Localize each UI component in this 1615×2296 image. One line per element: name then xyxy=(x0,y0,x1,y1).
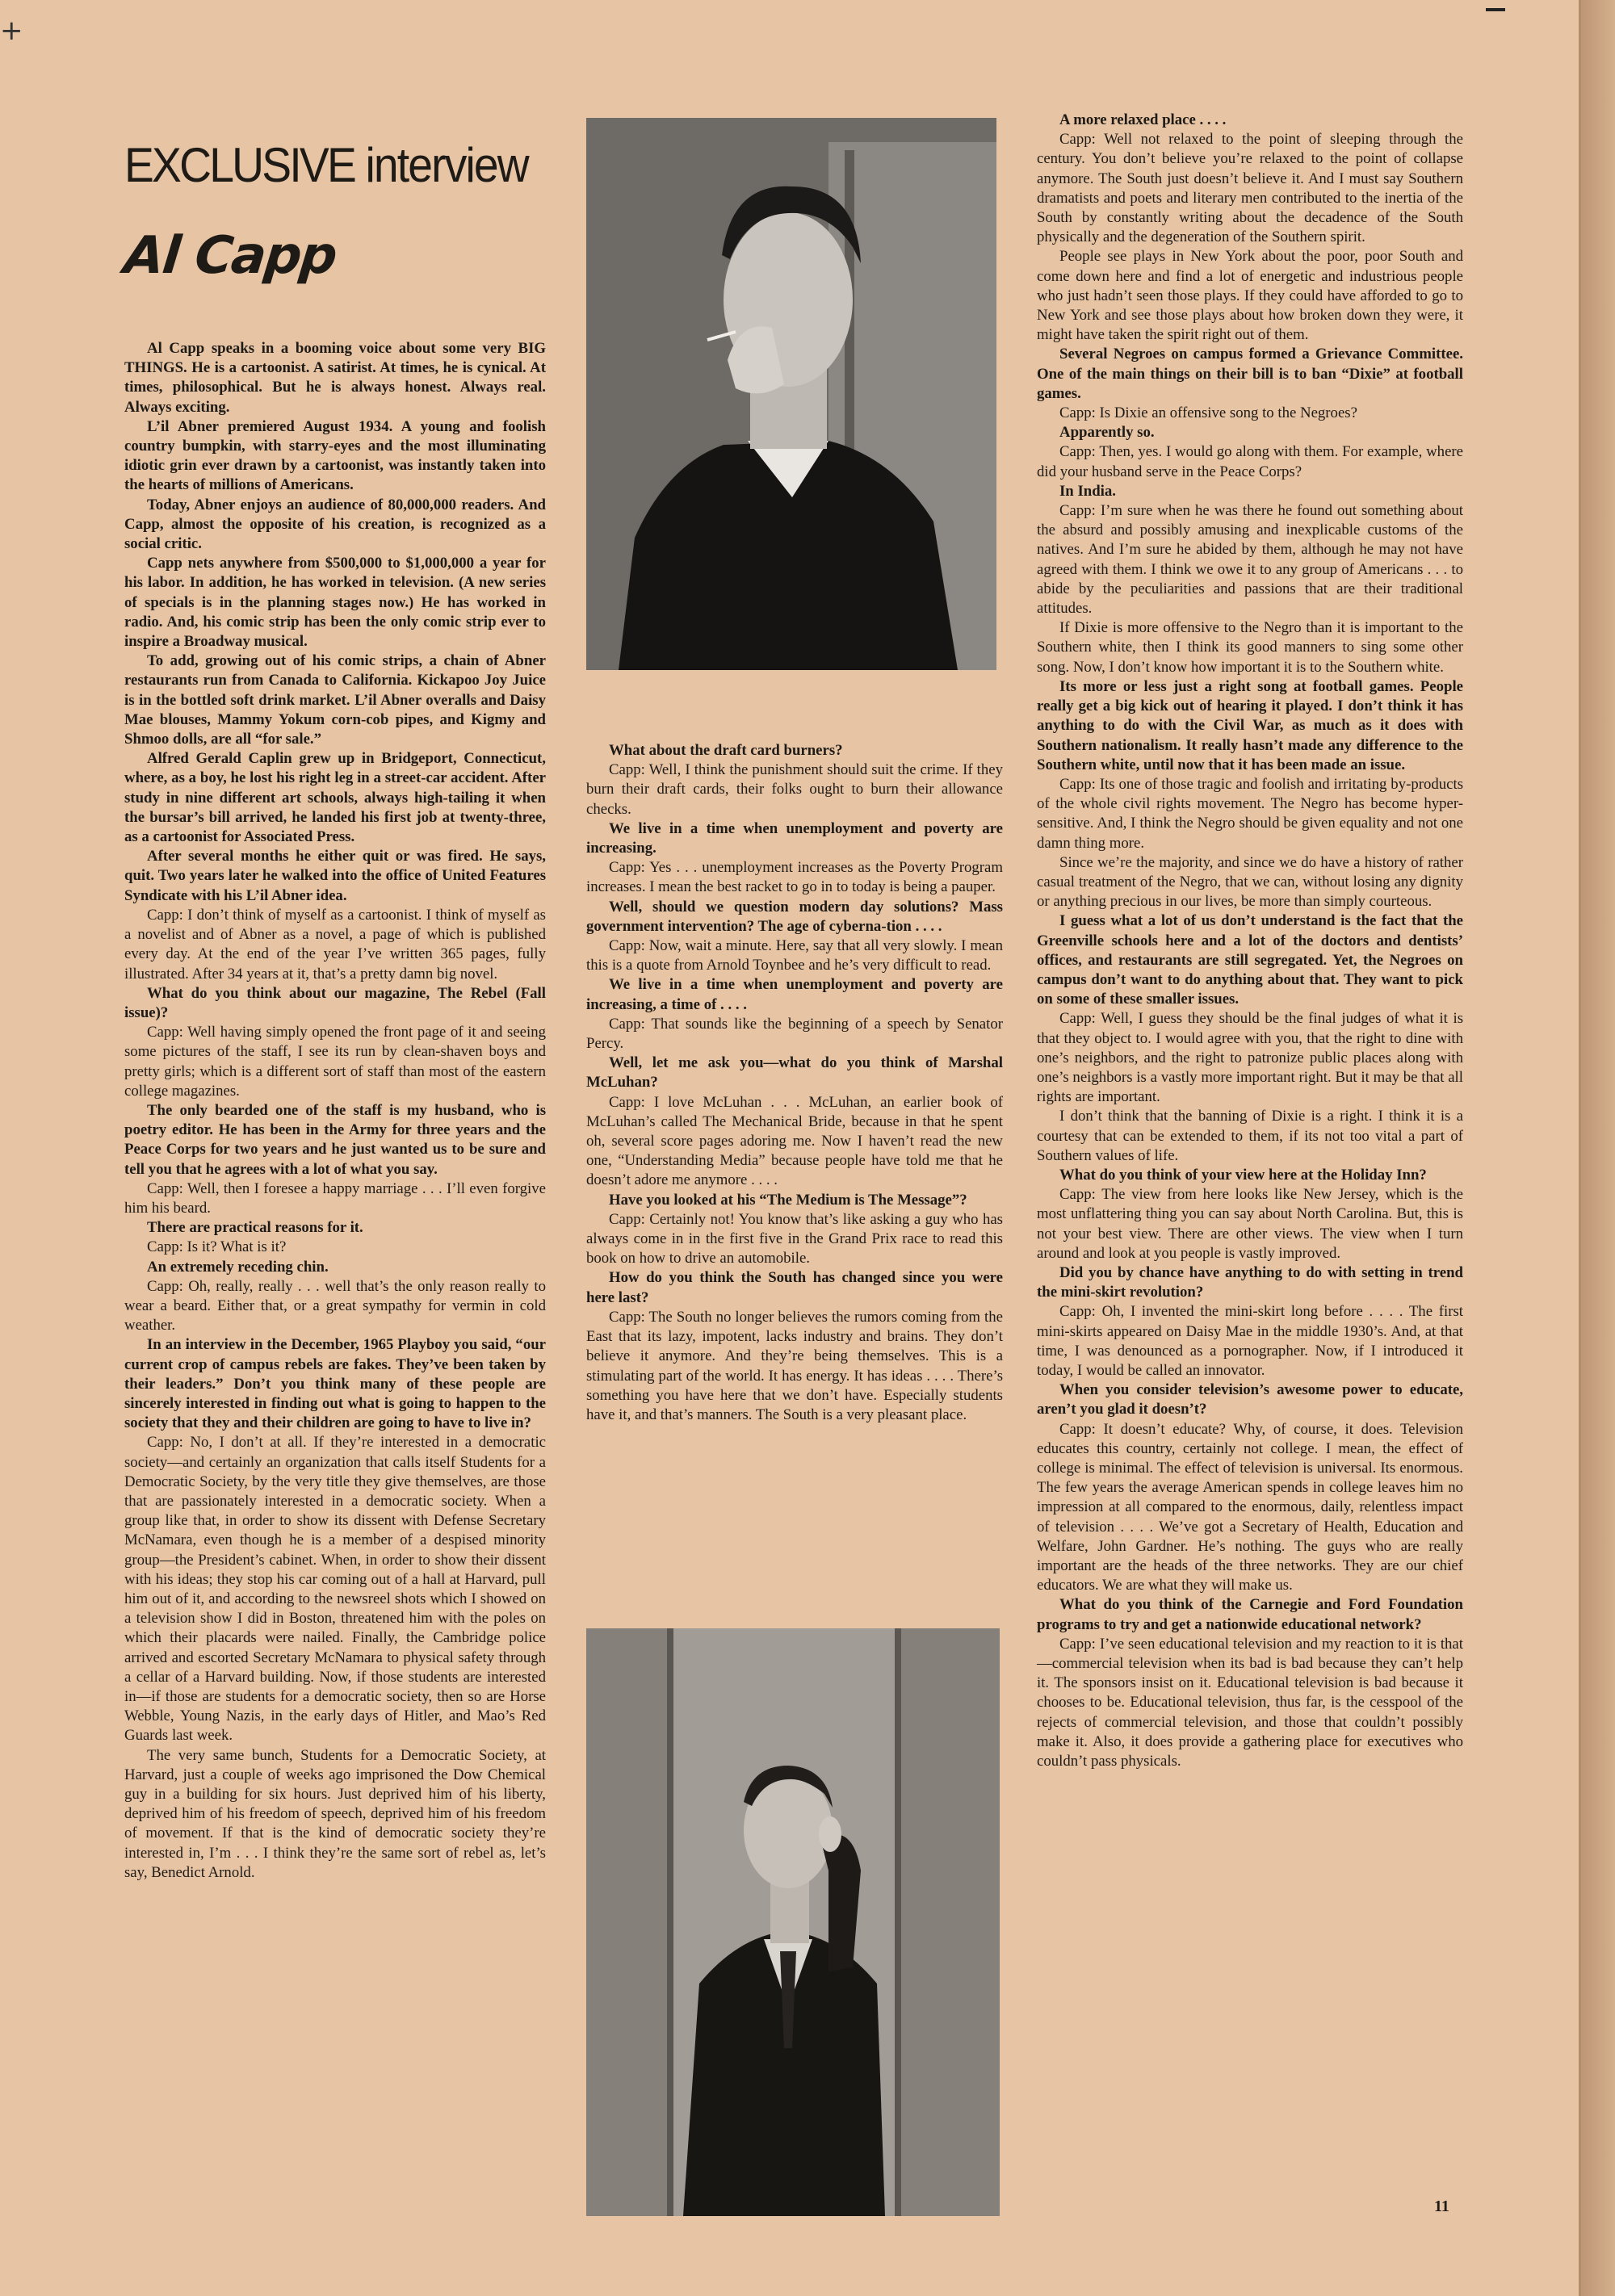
photo-icon xyxy=(586,118,996,670)
article-paragraph: Capp: Yes . . . unemployment increases as the Poverty Program increases. I mean the best racket to go in to today is being a pauper. xyxy=(586,859,1003,896)
article-paragraph: Today, Abner enjoys an audience of 80,000,000 readers. And Capp, almost the opposite of his creation, is recognized as a social critic. xyxy=(124,496,546,553)
article-paragraph: In an interview in the December, 1965 Playboy you said, “our current crop of campus rebels are fakes. They’ve been taken by their leaders.” Don’t you think many of these people are sincerely interested in finding out what is going to happen to the society that they and their children are going to have to live in? xyxy=(124,1336,546,1432)
article-paragraph: Capp: Oh, really, really . . . well that’s the only reason really to wear a beard. Either that, or a great sympathy for vermin in cold weather. xyxy=(124,1277,546,1334)
article-paragraph: Did you by chance have anything to do with setting in trend the mini-skirt revolution? xyxy=(1037,1263,1463,1301)
article-paragraph: In India. xyxy=(1059,482,1116,500)
article-paragraph: Capp: The view from here looks like New Jersey, which is the most unflattering thing you can say about North Carolina. But, this is not your best view. There are other views. The view when I turn around and look at you people is vastly improved. xyxy=(1037,1186,1463,1262)
article-paragraph: I don’t think that the banning of Dixie is a right. I think it is a courtesy that can be extended to them, if its not too vital a part of Southern values of life. xyxy=(1037,1108,1463,1164)
article-paragraph: There are practical reasons for it. xyxy=(147,1219,363,1237)
article-paragraph: To add, growing out of his comic strips, a chain of Abner restaurants run from Canada to California. Kickapoo Joy Juice is in the bottled soft drink market. L’il Abner overalls and Daisy Mae blouses, Mammy Yokum corn-cob pipes, and Kigmy and Shmoo dolls, are all “for sale.” xyxy=(124,652,546,748)
page-edge xyxy=(1581,0,1615,2296)
article-paragraph: Alfred Gerald Caplin grew up in Bridgeport, Connecticut, where, as a boy, he lost his right leg in a street-car accident. After study in nine different art schools, always high-tailing it when the bursar’s bill arrived, he landed his first job at twenty-three, as a cartoonist for Associated Press. xyxy=(124,750,546,846)
article-paragraph: If Dixie is more offensive to the Negro than it is important to the Southern white, then I think its good manners to sing some other song. Now, I don’t know how important it is to the Southern white. xyxy=(1037,619,1463,676)
article-column-1 xyxy=(124,339,546,1883)
registration-mark-icon: + xyxy=(0,15,23,47)
byline: Al Capp xyxy=(121,226,339,286)
article-paragraph: Capp: I love McLuhan . . . McLuhan, an earlier book of McLuhan’s called The Mechanical Bride, because in that he spent oh, several score pages adoring me. Now I haven’t read the new one, “Understanding Media” because people have told me that he doesn’t adore me anymore . . . . xyxy=(586,1093,1003,1189)
article-paragraph: Capp: Is it? What is it? xyxy=(147,1238,287,1256)
article-paragraph: What do you think about our magazine, The Rebel (Fall issue)? xyxy=(124,984,546,1021)
headline-interview: interview xyxy=(365,138,528,192)
article-paragraph: An extremely receding chin. xyxy=(147,1258,329,1276)
article-paragraph: Capp: No, I don’t at all. If they’re interested in a democratic society—and certainly an organization that calls itself Students for a Democratic Society, by the very title they give themselves, are those that are passionately interested in a democratic society. When a group like that, in order to show its dissent with Defense Secretary McNamara, even though he is a member of a despised minority group—the President’s cabinet. When, in order to show their dissent with his ideas; they stop his car coming out of a hall at Harvard, pull him out of it, and according to the newsreel shots which I showed on a television show I did in Boston, threatened him with the poles on which their placards were nailed. Finally, the Cambridge police arrived and escorted Secretary McNamara to physical safety through a cellar of a Harvard building. Now, if those students are interested in—if those are students for a democratic society, then so are Horse Webble, Young Nazis, in the early days of Hitler, and Mao’s Red Guards last week. xyxy=(124,1434,546,1745)
portrait-photo-doorway xyxy=(586,1628,1000,2216)
article-paragraph: A more relaxed place . . . . xyxy=(1059,111,1227,128)
article-paragraph: Capp: That sounds like the beginning of a speech by Senator Percy. xyxy=(586,1015,1003,1053)
article-paragraph: People see plays in New York about the poor, poor South and come down here and find a lot of energetic and industrious people who just hadn’t seen those plays. If they could have afforded to go to New York and see those plays about how broken down they were, it might have taken the spirit right out of them. xyxy=(1037,248,1463,344)
article-paragraph: The very same bunch, Students for a Democratic Society, at Harvard, just a couple of weeks ago imprisoned the Dow Chemical guy in a building for six hours. Just deprived him of his liberty, deprived him of his freedom of speech, deprived him of his freedom of movement. If that is the kind of democratic society they’re interested in, I’m . . . I think they’re the same sort of rebel as, let’s say, Benedict Arnold. xyxy=(124,1746,546,1881)
article-paragraph: What do you think of the Carnegie and Ford Foundation programs to try and get a nationwide educational network? xyxy=(1037,1596,1463,1633)
article-paragraph: Capp: It doesn’t educate? Why, of course, it does. Television educates this country, certainly not college. I mean, the effect of college is minimal. The effect of television is universal. Its enormous. The few years the average American spends in college leaves him no impression at all compared to the enormous, daily, relentless impact of television . . . . We’ve got a Secretary of Health, Education and Welfare, John Gardner. He’s nothing. The guys who are really important are the heads of the three networks. They are our chief educators. We are what they will make us. xyxy=(1037,1420,1463,1594)
article-paragraph: Capp: Oh, I invented the mini-skirt long before . . . . The first mini-skirts appeared on Daisy Mae in the middle 1930’s. And, at that time, I was denounced as a pornographer. Now, if I introduced it today, I would be called an innovator. xyxy=(1037,1303,1463,1379)
article-paragraph: How do you think the South has changed since you were here last? xyxy=(586,1269,1003,1306)
article-paragraph: Capp: Well, I think the punishment should suit the crime. If they burn their draft cards, their folks ought to burn their allowance checks. xyxy=(586,761,1003,818)
article-paragraph: Have you looked at his “The Medium is The Message”? xyxy=(609,1191,967,1209)
article-paragraph: Capp: The South no longer believes the rumors coming from the East that its lazy, impotent, lacks industry and brains. They don’t believe it anymore. And they’re being themselves. This is a stimulating part of the world. It has energy. It has ideas . . . . There’s something you have here that we don’t have. Especially students have it, and that’s manners. The South is a very pleasant place. xyxy=(586,1308,1003,1423)
article-paragraph: Several Negroes on campus formed a Grievance Committee. One of the main things on their bill is to ban “Dixie” at football games. xyxy=(1037,346,1463,402)
article-paragraph: Apparently so. xyxy=(1059,424,1155,442)
headline-exclusive: EXCLUSIVE xyxy=(124,138,355,192)
article-paragraph: Its more or less just a right song at football games. People really get a big kick out of hearing it played. I don’t think it has anything to do with the Civil War, as much as it does with Southern nationalism. It really hasn’t made any difference to the Southern white, until now that it has been made an issue. xyxy=(1037,677,1463,773)
article-paragraph: What do you think of your view here at the Holiday Inn? xyxy=(1059,1166,1427,1184)
article-paragraph: When you consider television’s awesome power to educate, aren’t you glad it doesn’t? xyxy=(1037,1381,1463,1418)
article-paragraph: Well, let me ask you—what do you think of Marshal McLuhan? xyxy=(586,1054,1003,1091)
article-paragraph: Capp: Is Dixie an offensive song to the Negroes? xyxy=(1059,404,1357,422)
page-number: 11 xyxy=(1434,2198,1449,2215)
article-paragraph: Capp: Well having simply opened the front page of it and seeing some pictures of the staff, I see its run by clean-shaven boys and pretty girls; which is a different sort of staff than most of the eastern college magazines. xyxy=(124,1024,546,1100)
article-paragraph: Capp: Then, yes. I would go along with them. For example, where did your husband serve in the Peace Corps? xyxy=(1037,443,1463,480)
article-paragraph: Capp: Certainly not! You know that’s like asking a guy who has always come in in the first five in the Grand Prix race to read this book on how to drive an automobile. xyxy=(586,1210,1003,1267)
article-column-2 xyxy=(586,741,1003,1425)
article-paragraph: Al Capp speaks in a booming voice about some very BIG THINGS. He is a cartoonist. A satirist. At times, he is cynical. At times, philosophical. But he is always honest. Always real. Always exciting. xyxy=(124,340,546,416)
article-paragraph: We live in a time when unemployment and poverty are increasing. xyxy=(586,819,1003,857)
photo-icon xyxy=(586,1628,1000,2216)
article-paragraph: What about the draft card burners? xyxy=(609,742,843,759)
article-paragraph: The only bearded one of the staff is my husband, who is poetry editor. He has been in the Army for three years and the Peace Corps for two years and he just wanted us to be sure and tell you that he agrees with a lot of what you say. xyxy=(124,1101,546,1178)
article-paragraph: Capp: Well not relaxed to the point of sleeping through the century. You don’t believe you’re relaxed to the point of collapse anymore. The South just doesn’t believe it. And I must say Southern dramatists and poets and literary men contributed to the inertia of the South by constantly writing about the decadence of the South physically and the degeneration of the Southern spirit. xyxy=(1037,131,1463,246)
article-paragraph: Capp: Now, wait a minute. Here, say that all very slowly. I mean this is a quote from Arnold Toynbee and he’s very difficult to read. xyxy=(586,937,1003,974)
article-column-3 xyxy=(1037,111,1463,1771)
article-paragraph: Capp: Well, I guess they should be the final judges of what it is that they object to. I would agree with you, that the right to dine with one’s neighbors, and the right to patronize public places along with one’s neighbors is a vastly more important right. But it may be that all rights are important. xyxy=(1037,1010,1463,1106)
article-paragraph: Capp nets anywhere from $500,000 to $1,000,000 a year for his labor. In addition, he has worked in television. (A new series of specials is in the planning stages now.) He has worked in radio. And, his comic strip has been the only comic strip ever to inspire a Broadway musical. xyxy=(124,555,546,651)
headline xyxy=(124,137,526,194)
article-paragraph: We live in a time when unemployment and poverty are increasing, a time of . . . . xyxy=(586,976,1003,1013)
registration-mark-icon xyxy=(1486,8,1505,11)
article-paragraph: Well, should we question modern day solutions? Mass government intervention? The age of cyberna-tion . . . . xyxy=(586,898,1003,935)
article-paragraph: Capp: I’ve seen educational television and my reaction to it is that—commercial television when its bad is bad because they can’t help it. The sponsors insist on it. Educational television is bad because it chooses to be. Educational television, thus far, is the cesspool of the rejects of commercial television, and those that couldn’t possibly make it. Also, it does provide a gathering place for executives who couldn’t pass physicals. xyxy=(1037,1635,1463,1770)
article-paragraph: Since we’re the majority, and since we do have a history of rather casual treatment of the Negro, that we can, without losing any dignity or anything precious in our lives, be more than simply courteous. xyxy=(1037,853,1463,911)
article-paragraph: I guess what a lot of us don’t understand is the fact that the Greenville schools here and a lot of the doctors and dentists’ offices, and restaurants are still segregated. Yet, the Negroes on campus don’t want to do anything about that. They want to pick on some of these smaller issues. xyxy=(1037,912,1463,1008)
article-paragraph: Capp: Its one of those tragic and foolish and irritating by-products of the whole civil rights movement. The Negro has become hyper-sensitive. And, I think the Negro should be given equality and not one damn thing more. xyxy=(1037,775,1463,852)
article-paragraph: Capp: I don’t think of myself as a cartoonist. I think of myself as a novelist and of Abner as a novel, a page of which is published every day. At the end of the year I’ve written 365 pages, fully illustrated. After 34 years at it, that’s a pretty damn big novel. xyxy=(124,906,546,983)
article-paragraph: Capp: I’m sure when he was there he found out something about the absurd and possibly amusing and inexplicable customs of the natives. And I’m sure he abided by them, although he may not have agreed with them. I think we owe it to any group of Americans . . . to abide by the peculiarities and passions that are their traditional attitudes. xyxy=(1037,502,1463,618)
article-paragraph: Capp: Well, then I foresee a happy marriage . . . I’ll even forgive him his beard. xyxy=(124,1179,546,1217)
article-paragraph: L’il Abner premiered August 1934. A young and foolish country bumpkin, with starry-eyes and the most illuminating idiotic grin ever drawn by a cartoonist, was instantly taken into the hearts of millions of Americans. xyxy=(124,417,546,494)
portrait-photo-smoking xyxy=(586,118,996,670)
article-paragraph: After several months he either quit or was fired. He says, quit. Two years later he walked into the office of United Features Syndicate with his L’il Abner idea. xyxy=(124,848,546,904)
